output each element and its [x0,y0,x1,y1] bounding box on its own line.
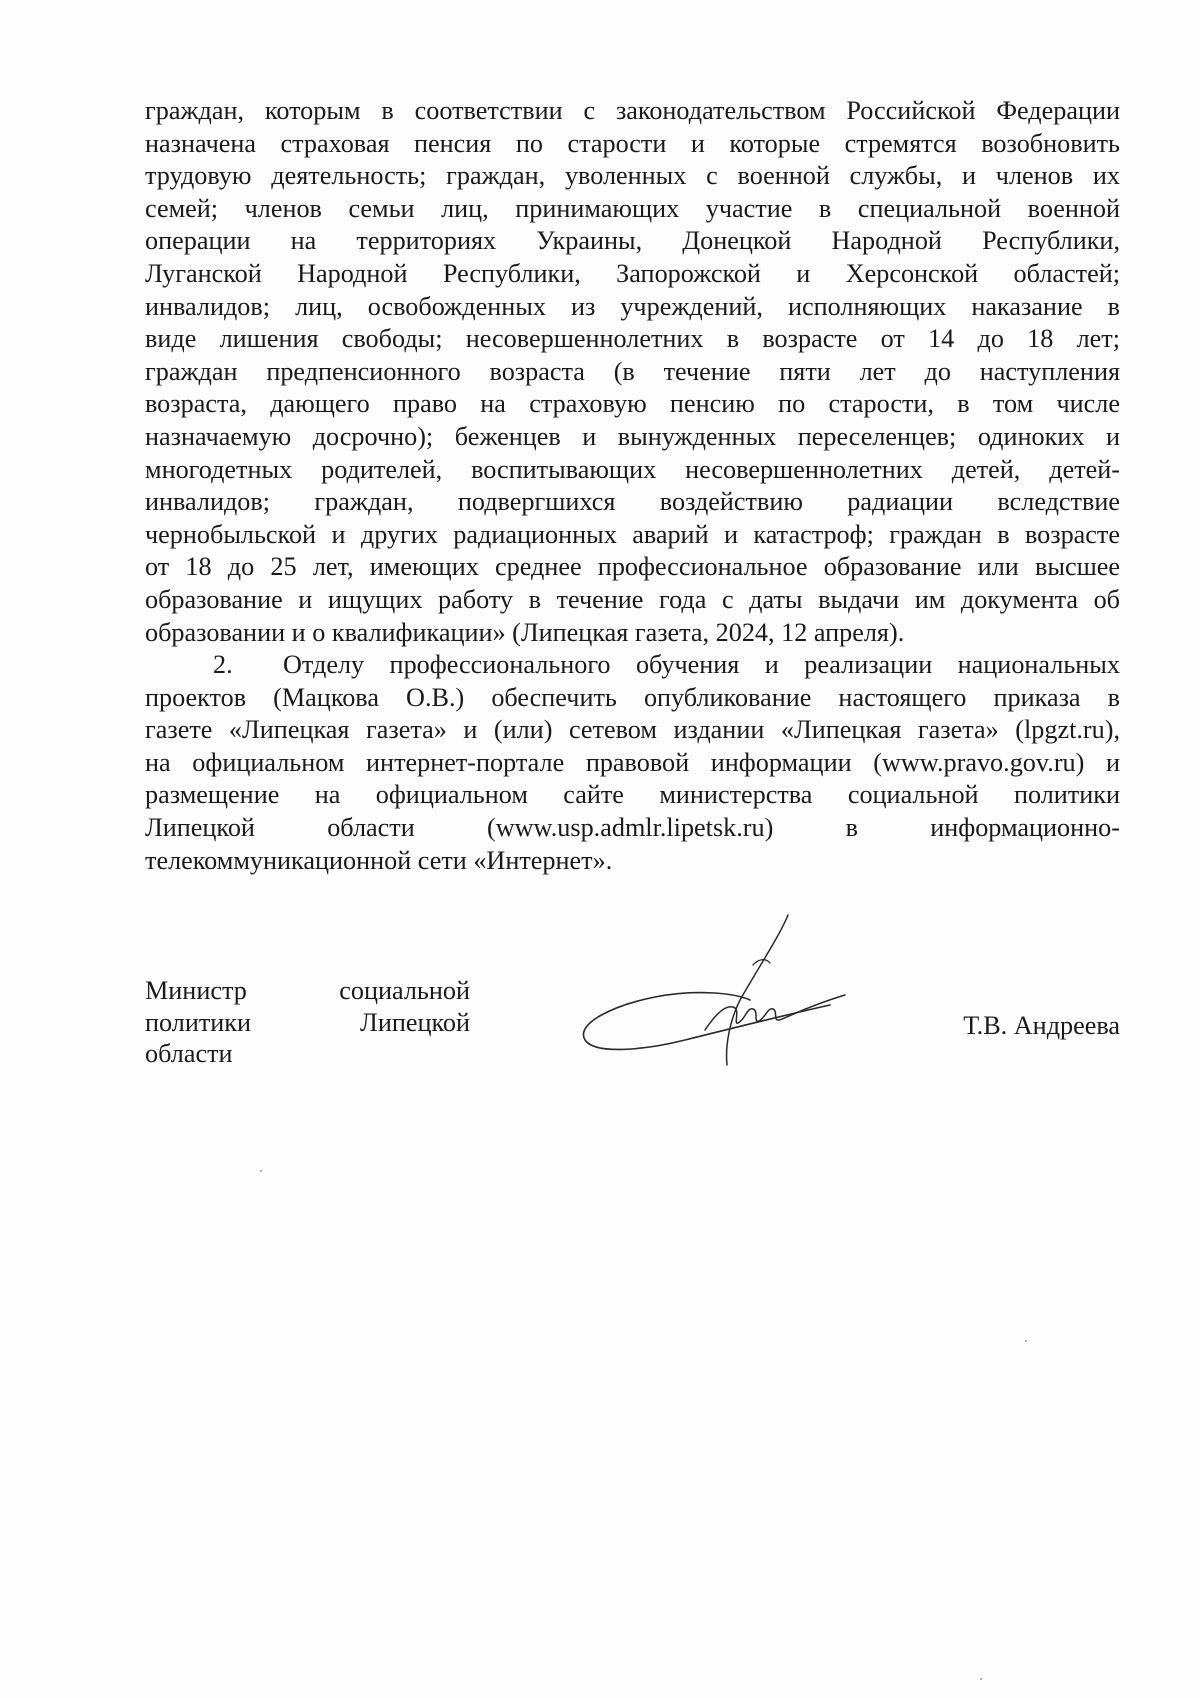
paragraph-continuation [145,95,1120,649]
text-line: телекоммуникационной сети «Интернет». [145,845,613,875]
text-line: размещение на официальном сайте министерства социальной политики [145,780,1120,810]
text-line: чернобыльской и других радиационных аварий и катастроф; граждан в возрасте [145,519,1120,549]
signatory-name: Т.В. Андреева [963,1011,1120,1040]
item-2-lead-text: Отделу профессионального обучения и реализации национальных [283,650,1120,680]
text-line: семей; членов семьи лиц, принимающих участие в специальной военной [145,193,1120,223]
scan-speck [1025,1340,1027,1342]
text-line: граждан предпенсионного возраста (в течение пяти лет до наступления [145,356,1120,386]
signatory-title [145,975,470,1070]
text-line: назначена страховая пенсия по старости и которые стремятся возобновить [145,128,1120,158]
scan-speck [260,1170,262,1172]
text-line: многодетных родителей, воспитывающих несовершеннолетних детей, детей- [145,454,1120,484]
text-line: граждан, которым в соответствии с законодательством Российской Федерации [145,96,1120,125]
text-line: инвалидов; лиц, освобожденных из учреждений, исполняющих наказание в [145,291,1120,321]
signature-block [145,975,1120,1105]
document-body [145,95,1120,877]
text-line: операции на территориях Украины, Донецкой Народной Республики, [145,226,1120,256]
text-line: образование и ищущих работу в течение года с даты выдачи им документа об [145,584,1120,614]
item-2 [145,649,1120,877]
text-line: на официальном интернет-портале правовой информации (www.pravo.gov.ru) и [145,747,1120,777]
text-line: виде лишения свободы; несовершеннолетних в возрасте от 14 до 18 лет; [145,324,1120,354]
text-line: Липецкой области (www.usp.admlr.lipetsk.ru) в информационно- [145,813,1120,843]
text-line: образовании и о квалификации» (Липецкая газета, 2024, 12 апреля). [145,617,905,647]
text-line: Луганской Народной Республики, Запорожской и Херсонской областей; [145,258,1120,288]
text-line: газете «Липецкая газета» и (или) сетевом издании «Липецкая газета» (lpgzt.ru), [145,715,1120,745]
text-line: инвалидов; граждан, подвергшихся воздействию радиации вследствие [145,487,1120,517]
signatory-title-line: области [145,1039,233,1068]
signatory-title-line: политики Липецкой [145,1007,470,1037]
text-line: от 18 до 25 лет, имеющих среднее профессиональное образование или высшее [145,552,1120,582]
handwritten-signature [575,905,875,1075]
signatory-title-line: Министр социальной [145,976,470,1005]
text-line: трудовую деятельность; граждан, уволенных с военной службы, и членов их [145,161,1120,191]
item-number: 2. [213,650,233,680]
text-line: назначаемую досрочно); беженцев и вынужденных переселенцев; одиноких и [145,421,1120,451]
text-line: возраста, дающего право на страховую пенсию по старости, в том числе [145,389,1120,419]
scan-speck [980,1678,982,1680]
item-2-first-line [145,649,1120,682]
text-line: проектов (Мацкова О.В.) обеспечить опубликование настоящего приказа в [145,682,1120,712]
